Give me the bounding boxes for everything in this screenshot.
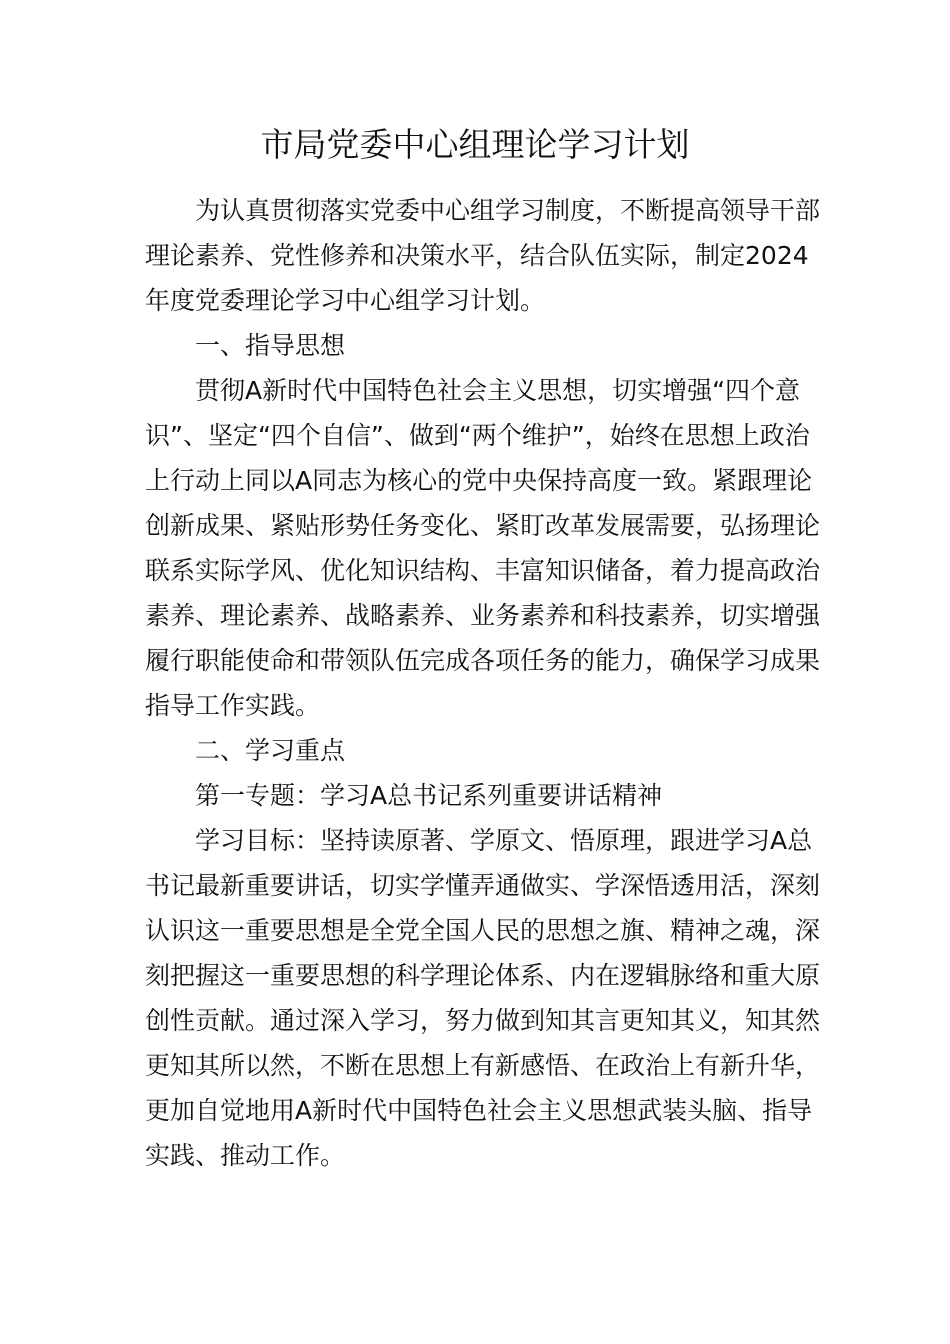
study-goal-paragraph: 学习目标：坚持读原著、学原文、悟原理，跟进学习A总书记最新重要讲话，切实学懂弄通做实、学深悟透用活，深刻认识这一重要思想是全党全国人民的思想之旗、精神之魂，深刻把握这一重要思想的科学理论体系、内在逻辑脉络和重大原创性贡献。通过深入学习，努力做到知其言更知其义，知其然更知其所以然，不断在思想上有新感悟、在政治上有新升华，更加自觉地用A新时代中国特色社会主义思想武装头脑、指导实践、推动工作。	[145, 826, 821, 1170]
document-body	[145, 188, 825, 1178]
guiding-thought-paragraph: 贯彻A新时代中国特色社会主义思想，切实增强“四个意识”、坚定“四个自信”、做到“两个维护”，始终在思想上政治上行动上同以A同志为核心的党中央保持高度一致。紧跟理论创新成果、紧贴形势任务变化、紧盯改革发展需要，弘扬理论联系实际学风、优化知识结构、丰富知识储备，着力提高政治素养、理论素养、战略素养、业务素养和科技素养，切实增强履行职能使命和带领队伍完成各项任务的能力，确保学习成果指导工作实践。	[145, 376, 821, 720]
intro-paragraph: 为认真贯彻落实党委中心组学习制度，不断提高领导干部理论素养、党性修养和决策水平，结合队伍实际，制定2024年度党委理论学习中心组学习计划。	[145, 196, 821, 315]
section-heading-guiding-thought: 一、指导思想	[195, 331, 346, 360]
document-title: 市局党委中心组理论学习计划	[260, 125, 690, 164]
topic-one-heading: 第一专题：学习A总书记系列重要讲话精神	[195, 781, 663, 810]
section-heading-study-focus: 二、学习重点	[195, 736, 346, 765]
